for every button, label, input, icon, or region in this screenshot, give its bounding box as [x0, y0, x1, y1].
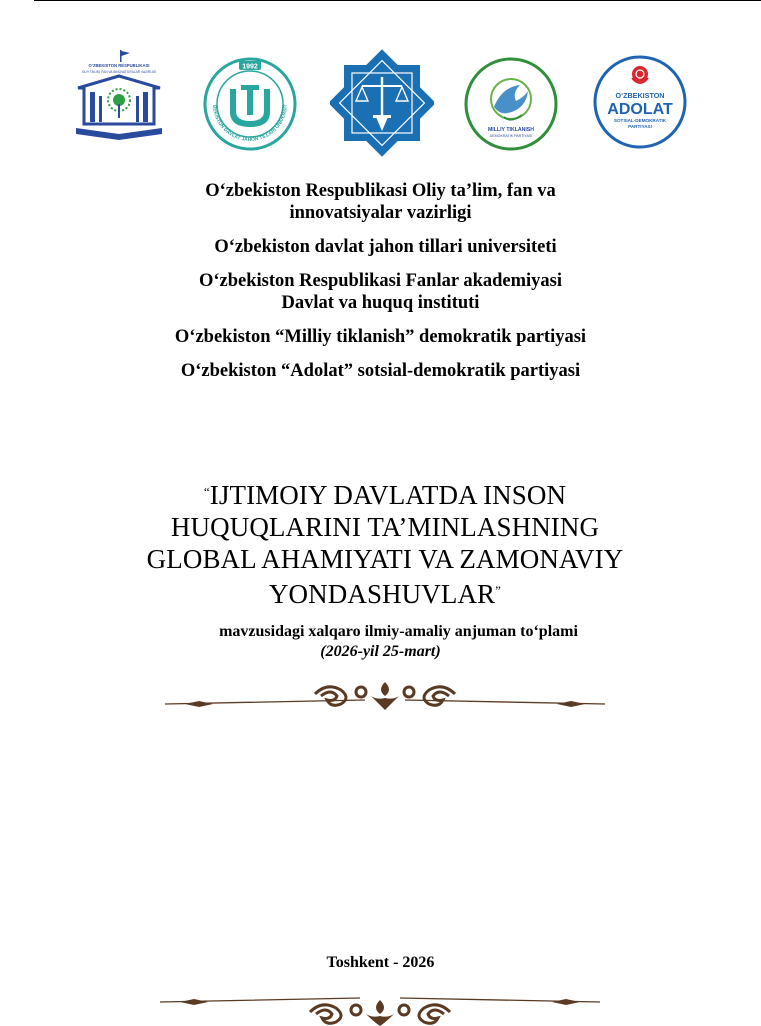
uzswlu-logo [203, 57, 297, 151]
ministry-higher-education-logo [72, 48, 166, 142]
org-milliy-tiklanish: O‘zbekiston “Milliy tiklanish” demokratik partiyasi [174, 327, 587, 347]
org-academy-line1: O‘zbekiston Respublikasi Fanlar akademiyasi [198, 271, 563, 291]
adolat-sub1-text: SOTSIAL-DEMOKRATIK [613, 118, 667, 123]
title-open-quote: “ [203, 484, 210, 499]
title-line3: GLOBAL AHAMIYATI VA ZAMONAVIY [146, 544, 624, 574]
org-academy [0, 270, 761, 314]
top-rule [34, 0, 761, 1]
milliy-tiklanish-logo [464, 57, 558, 151]
organizations-block [0, 180, 761, 382]
ornament-divider-bottom [160, 990, 600, 1026]
adolat-logo [592, 54, 688, 150]
ministry-logo-top-text: O‘ZBEKISTON RESPUBLIKASI [88, 63, 150, 68]
uzswlu-ring-text: BEKISTON DAVLAT JAHON TILLARI UNIVERSIT [210, 104, 290, 144]
org-adolat: O‘zbekiston “Adolat” sotsial-demokratik partiyasi [180, 361, 581, 381]
subtitle-block [0, 622, 761, 662]
title-line1: IJTIMOIY DAVLATDA INSON [209, 480, 567, 510]
org-ministry [0, 180, 761, 224]
milliy-tiklanish-label: MILLIY TIKLANISH [487, 127, 535, 133]
document-title [60, 476, 710, 610]
org-university: O‘zbekiston davlat jahon tillari universiteti [214, 237, 557, 257]
state-law-institute-logo [330, 48, 434, 158]
uzswlu-year: 1992 [242, 63, 258, 71]
title-line2: HUQUQLARINI TA’MINLASHNING [170, 512, 600, 542]
milliy-tiklanish-sublabel: DEMOKRATIK PARTIYASI [489, 134, 533, 138]
logo-row [0, 44, 761, 164]
adolat-main-text: ADOLAT [607, 101, 673, 118]
conference-date: (2026-yil 25-mart) [320, 643, 441, 660]
ministry-logo-bottom-text: OLIY TA’LIM, FAN VA INNOVATSIYALAR VAZIRLIGI [81, 70, 157, 74]
adolat-sub2-text: PARTIYASI [628, 124, 652, 129]
org-ministry-line2: innovatsiyalar vazirligi [289, 203, 472, 223]
org-academy-line2: Davlat va huquq instituti [281, 293, 480, 313]
title-close-quote: ” [495, 583, 502, 598]
ornament-divider-top [165, 678, 605, 714]
org-ministry-line1: O‘zbekiston Respublikasi Oliy ta’lim, fan va [205, 181, 556, 201]
adolat-top-text: O‘ZBEKISTON [615, 91, 665, 100]
title-line4: YONDASHUVLAR [268, 579, 496, 609]
city-year: Toshkent - 2026 [326, 954, 435, 971]
subtitle-line: mavzusidagi xalqaro ilmiy-amaliy anjuman to‘plami [219, 623, 578, 640]
